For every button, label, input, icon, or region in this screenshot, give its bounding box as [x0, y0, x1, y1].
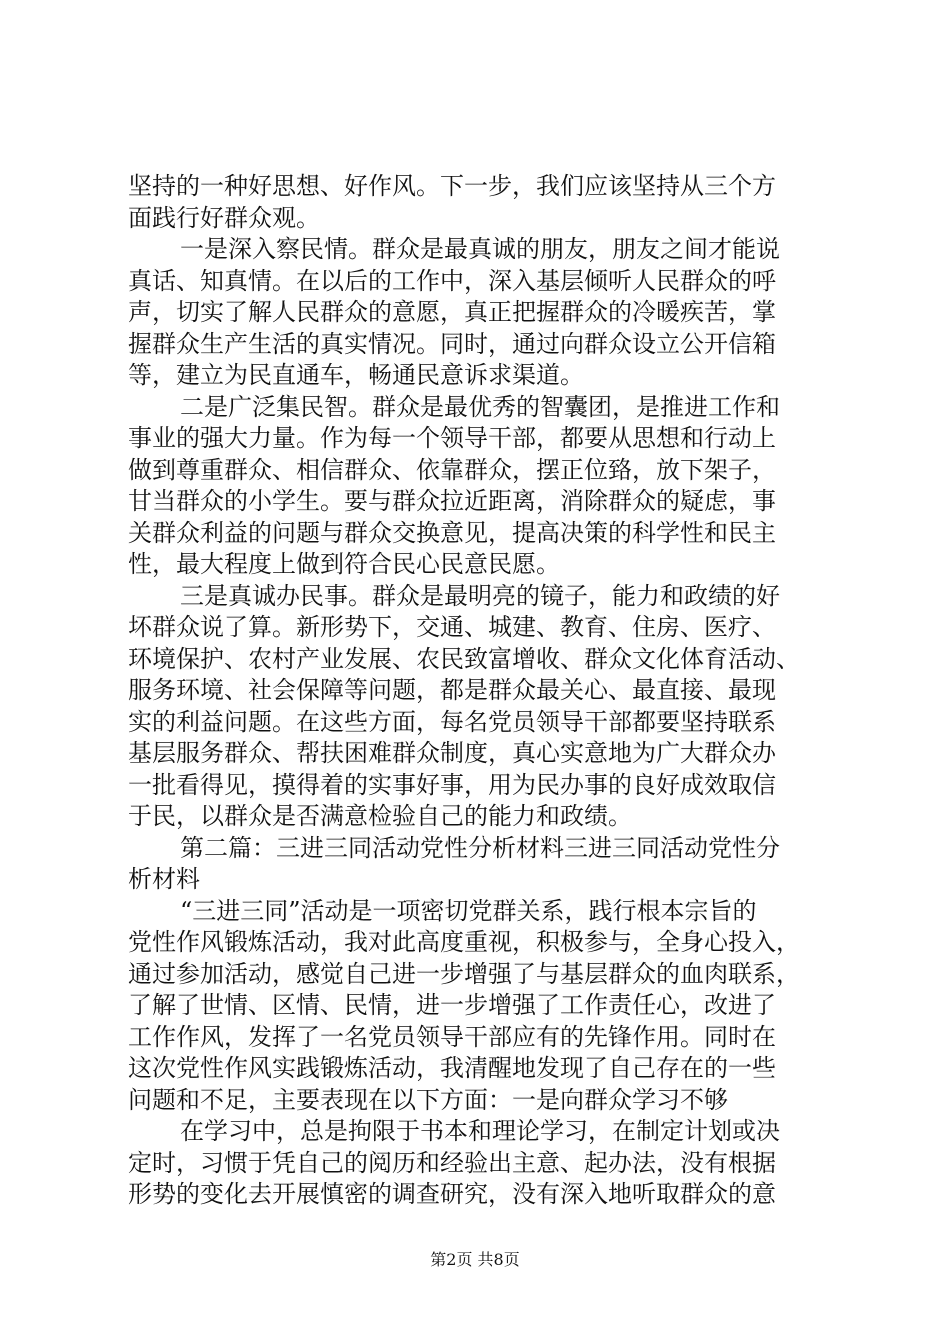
text-line: 面践行好群众观。 [128, 203, 320, 232]
text-line: 通过参加活动，感觉自己进一步增强了与基层群众的血肉联系， [128, 959, 800, 988]
page-number-footer: 第2页 共8页 [430, 1250, 520, 1269]
text-line: 服务环境、社会保障等问题，都是群众最关心、最直接、最现 [128, 676, 776, 704]
text-line: 工作作风，发挥了一名党员领导干部应有的先锋作用。同时在 [128, 1022, 776, 1051]
text-line: 事业的强大力量。作为每一个领导干部，都要从思想和行动上 [128, 424, 776, 452]
text-line: 握群众生产生活的真实情况。同时，通过向群众设立公开信箱 [128, 329, 776, 358]
text-line: 实的利益问题。在这些方面，每名党员领导干部都要坚持联系 [128, 707, 776, 736]
text-line: 等，建立为民直通车，畅通民意诉求渠道。 [128, 361, 584, 389]
text-line: 三是真诚办民事。群众是最明亮的镜子，能力和政绩的好 [180, 581, 780, 610]
text-line: 一是深入察民情。群众是最真诚的朋友，朋友之间才能说 [180, 235, 780, 263]
text-line: 坚持的一种好思想、好作风。下一步，我们应该坚持从三个方 [128, 172, 776, 200]
text-line: 问题和不足，主要表现在以下方面：一是向群众学习不够 [128, 1085, 728, 1114]
text-line: 甘当群众的小学生。要与群众拉近距离，消除群众的疑虑，事 [128, 487, 776, 515]
text-line: 形势的变化去开展慎密的调查研究，没有深入地听取群众的意 [128, 1180, 776, 1208]
text-line: 在学习中，总是拘限于书本和理论学习，在制定计划或决 [180, 1117, 780, 1145]
text-line: 真话、知真情。在以后的工作中，深入基层倾听人民群众的呼 [128, 266, 776, 295]
text-line: 关群众利益的问题与群众交换意见，提高决策的科学性和民主 [128, 518, 776, 547]
document-body [128, 171, 828, 1211]
text-line: 定时，习惯于凭自己的阅历和经验出主意、起办法，没有根据 [128, 1148, 776, 1177]
text-line: 基层服务群众、帮扶困难群众制度，真心实意地为广大群众办 [128, 739, 776, 767]
section-heading-continued: 析材料 [128, 865, 200, 893]
text-line: 党性作风锻炼活动，我对此高度重视，积极参与，全身心投入， [128, 928, 800, 956]
text-line: 环境保护、农村产业发展、农民致富增收、群众文化体育活动、 [128, 644, 800, 673]
text-line: 一批看得见，摸得着的实事好事，用为民办事的良好成效取信 [128, 770, 776, 799]
text-line: “三进三同”活动是一项密切党群关系，践行根本宗旨的 [180, 896, 757, 925]
text-line: 性，最大程度上做到符合民心民意民愿。 [128, 550, 560, 578]
text-line: 二是广泛集民智。群众是最优秀的智囊团，是推进工作和 [180, 392, 780, 421]
text-line: 了解了世情、区情、民情，进一步增强了工作责任心，改进了 [128, 991, 776, 1019]
text-line: 于民，以群众是否满意检验自己的能力和政绩。 [128, 802, 632, 830]
text-line: 坏群众说了算。新形势下，交通、城建、教育、住房、医疗、 [128, 613, 776, 641]
text-line: 声，切实了解人民群众的意愿，真正把握群众的冷暖疾苦，掌 [128, 298, 776, 326]
section-heading: 第二篇：三进三同活动党性分析材料三进三同活动党性分 [180, 833, 780, 862]
text-line: 这次党性作风实践锻炼活动，我清醒地发现了自己存在的一些 [128, 1054, 776, 1082]
text-line: 做到尊重群众、相信群众、依靠群众，摆正位臵，放下架子， [128, 455, 776, 484]
